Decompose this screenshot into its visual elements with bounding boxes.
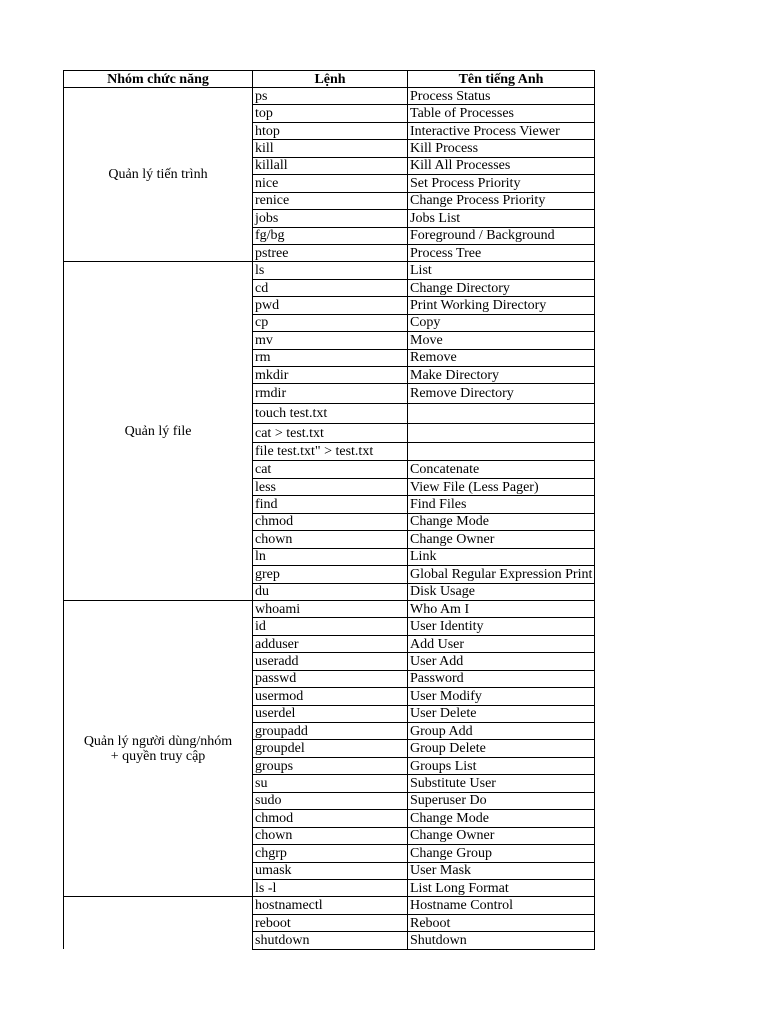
table-row (64, 897, 595, 914)
command-cell: cat > test.txt (253, 424, 408, 443)
english-name-cell: Password (408, 670, 595, 687)
command-cell: rmdir (253, 384, 408, 404)
command-cell: ln (253, 548, 408, 565)
table-body (64, 88, 595, 950)
english-name-cell: Change Directory (408, 279, 595, 296)
english-name-cell: User Delete (408, 705, 595, 722)
english-name-cell: Global Regular Expression Print (408, 566, 595, 583)
command-cell: chmod (253, 513, 408, 530)
command-cell: chmod (253, 810, 408, 827)
english-name-cell: Who Am I (408, 600, 595, 617)
group-label: Quản lý người dùng/nhóm + quyền truy cập (64, 600, 253, 896)
english-name-cell: Superuser Do (408, 792, 595, 809)
english-name-cell: Table of Processes (408, 105, 595, 122)
english-name-cell: View File (Less Pager) (408, 478, 595, 495)
command-cell: useradd (253, 653, 408, 670)
command-cell: chgrp (253, 845, 408, 862)
english-name-cell: Remove (408, 349, 595, 366)
command-cell: groupdel (253, 740, 408, 757)
english-name-cell: User Identity (408, 618, 595, 635)
english-name-cell: User Add (408, 653, 595, 670)
command-cell: grep (253, 566, 408, 583)
english-name-cell: Reboot (408, 914, 595, 931)
group-label (64, 897, 253, 949)
command-cell: id (253, 618, 408, 635)
english-name-cell: Add User (408, 635, 595, 652)
command-cell: ls (253, 262, 408, 279)
english-name-cell: List (408, 262, 595, 279)
command-cell: du (253, 583, 408, 600)
command-cell: sudo (253, 792, 408, 809)
group-label: Quản lý tiến trình (64, 88, 253, 262)
english-name-cell: Concatenate (408, 461, 595, 478)
command-cell: top (253, 105, 408, 122)
command-cell: nice (253, 175, 408, 192)
table-row (64, 262, 595, 279)
english-name-cell: Move (408, 332, 595, 349)
table-row (64, 88, 595, 105)
command-cell: file test.txt" > test.txt (253, 443, 408, 461)
header-group: Nhóm chức năng (64, 71, 253, 88)
command-cell: mkdir (253, 367, 408, 384)
command-cell: renice (253, 192, 408, 209)
english-name-cell: Link (408, 548, 595, 565)
english-name-cell: Change Mode (408, 810, 595, 827)
english-name-cell: Change Owner (408, 827, 595, 844)
command-cell: find (253, 496, 408, 513)
english-name-cell: Groups List (408, 757, 595, 774)
english-name-cell: Print Working Directory (408, 297, 595, 314)
english-name-cell: Make Directory (408, 367, 595, 384)
english-name-cell: Remove Directory (408, 384, 595, 404)
english-name-cell: Change Mode (408, 513, 595, 530)
command-table (63, 70, 595, 950)
command-cell: pwd (253, 297, 408, 314)
command-cell: kill (253, 140, 408, 157)
command-cell: touch test.txt (253, 404, 408, 424)
header-row (64, 71, 595, 88)
english-name-cell: Group Delete (408, 740, 595, 757)
command-cell: ls -l (253, 879, 408, 896)
command-cell: cp (253, 314, 408, 331)
command-cell: cd (253, 279, 408, 296)
english-name-cell (408, 443, 595, 461)
command-cell: rm (253, 349, 408, 366)
command-cell: less (253, 478, 408, 495)
english-name-cell: Change Process Priority (408, 192, 595, 209)
command-cell: cat (253, 461, 408, 478)
header-command: Lệnh (253, 71, 408, 88)
english-name-cell: Change Group (408, 845, 595, 862)
english-name-cell: Process Status (408, 88, 595, 105)
english-name-cell: List Long Format (408, 879, 595, 896)
command-cell: killall (253, 157, 408, 174)
command-cell: jobs (253, 210, 408, 227)
command-cell: chown (253, 827, 408, 844)
english-name-cell: Set Process Priority (408, 175, 595, 192)
command-cell: userdel (253, 705, 408, 722)
english-name-cell (408, 424, 595, 443)
command-cell: mv (253, 332, 408, 349)
english-name-cell: Kill All Processes (408, 157, 595, 174)
command-cell: reboot (253, 914, 408, 931)
english-name-cell: Disk Usage (408, 583, 595, 600)
command-cell: groups (253, 757, 408, 774)
command-cell: chown (253, 531, 408, 548)
command-cell: ps (253, 88, 408, 105)
command-cell: htop (253, 122, 408, 139)
english-name-cell: Substitute User (408, 775, 595, 792)
command-cell: hostnamectl (253, 897, 408, 914)
english-name-cell: User Mask (408, 862, 595, 879)
english-name-cell: Find Files (408, 496, 595, 513)
command-cell: usermod (253, 688, 408, 705)
command-cell: umask (253, 862, 408, 879)
english-name-cell: Hostname Control (408, 897, 595, 914)
command-cell: whoami (253, 600, 408, 617)
command-cell: fg/bg (253, 227, 408, 244)
command-cell: passwd (253, 670, 408, 687)
command-cell: shutdown (253, 932, 408, 949)
english-name-cell (408, 404, 595, 424)
table-row (64, 600, 595, 617)
command-cell: su (253, 775, 408, 792)
command-cell: groupadd (253, 723, 408, 740)
english-name-cell: Kill Process (408, 140, 595, 157)
english-name-cell: User Modify (408, 688, 595, 705)
english-name-cell: Process Tree (408, 244, 595, 261)
english-name-cell: Foreground / Background (408, 227, 595, 244)
english-name-cell: Interactive Process Viewer (408, 122, 595, 139)
group-label: Quản lý file (64, 262, 253, 601)
english-name-cell: Group Add (408, 723, 595, 740)
command-cell: adduser (253, 635, 408, 652)
english-name-cell: Copy (408, 314, 595, 331)
english-name-cell: Jobs List (408, 210, 595, 227)
command-cell: pstree (253, 244, 408, 261)
english-name-cell: Shutdown (408, 932, 595, 949)
english-name-cell: Change Owner (408, 531, 595, 548)
header-english-name: Tên tiếng Anh (408, 71, 595, 88)
